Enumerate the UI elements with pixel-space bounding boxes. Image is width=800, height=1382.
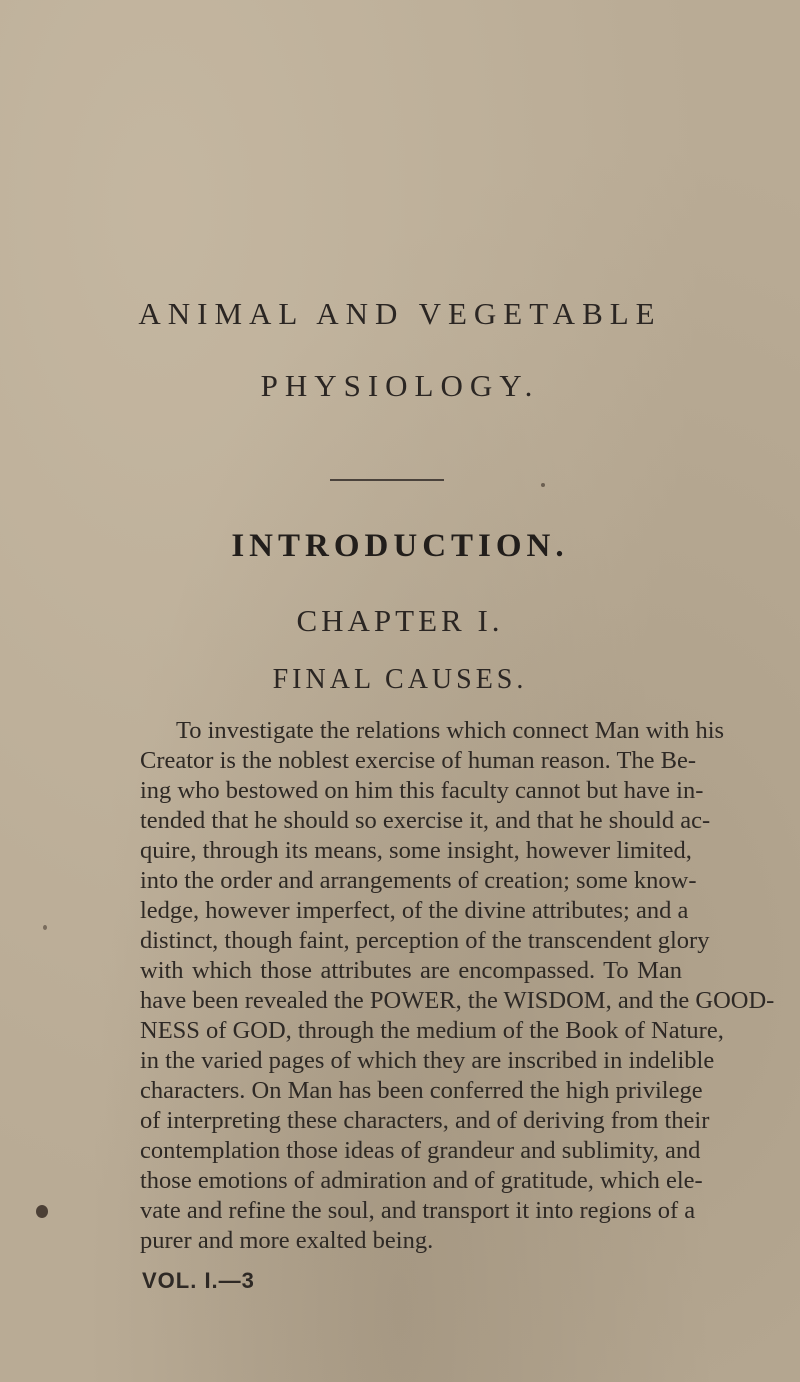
book-title-line-1: ANIMAL AND VEGETABLE	[138, 296, 662, 331]
foxing-spot	[36, 1205, 48, 1218]
body-line: in the varied pages of which they are inscribed in indelible	[140, 1047, 715, 1074]
body-line: NESS of GOD, through the medium of the Book of Nature,	[140, 1017, 724, 1044]
chapter-heading: CHAPTER I.	[296, 603, 504, 638]
foxing-spot	[541, 483, 545, 487]
body-line: distinct, though faint, perception of the transcendent glory	[140, 927, 710, 954]
body-line: ledge, however imperfect, of the divine attributes; and a	[140, 897, 689, 924]
foxing-spot	[43, 925, 47, 930]
body-line: contemplation those ideas of grandeur and sublimity, and	[140, 1137, 701, 1164]
body-line: vate and refine the soul, and transport it into regions of a	[140, 1197, 696, 1224]
body-line: quire, through its means, some insight, however limited,	[140, 837, 692, 864]
body-line: To investigate the relations which connect Man with his	[176, 717, 725, 744]
body-line: with which those attributes are encompassed. To Man	[140, 957, 682, 984]
signature-mark: VOL. I.—3	[142, 1268, 255, 1293]
body-line: of interpreting these characters, and of deriving from their	[140, 1107, 710, 1134]
body-line: Creator is the noblest exercise of human reason. The Be-	[140, 747, 697, 774]
body-line: characters. On Man has been conferred the high privilege	[140, 1077, 703, 1104]
body-line: ing who bestowed on him this faculty cannot but have in-	[140, 777, 704, 804]
body-line: into the order and arrangements of creation; some know-	[140, 867, 697, 894]
body-line: have been revealed the POWER, the WISDOM, and the GOOD-	[140, 987, 775, 1014]
book-title-line-2: PHYSIOLOGY.	[260, 368, 540, 403]
body-line: those emotions of admiration and of gratitude, which ele-	[140, 1167, 703, 1194]
title-divider-rule	[330, 479, 444, 481]
body-line: purer and more exalted being.	[140, 1227, 434, 1254]
body-line: tended that he should so exercise it, and that he should ac-	[140, 807, 711, 834]
introduction-heading: INTRODUCTION.	[231, 528, 569, 564]
section-title: FINAL CAUSES.	[272, 664, 528, 695]
